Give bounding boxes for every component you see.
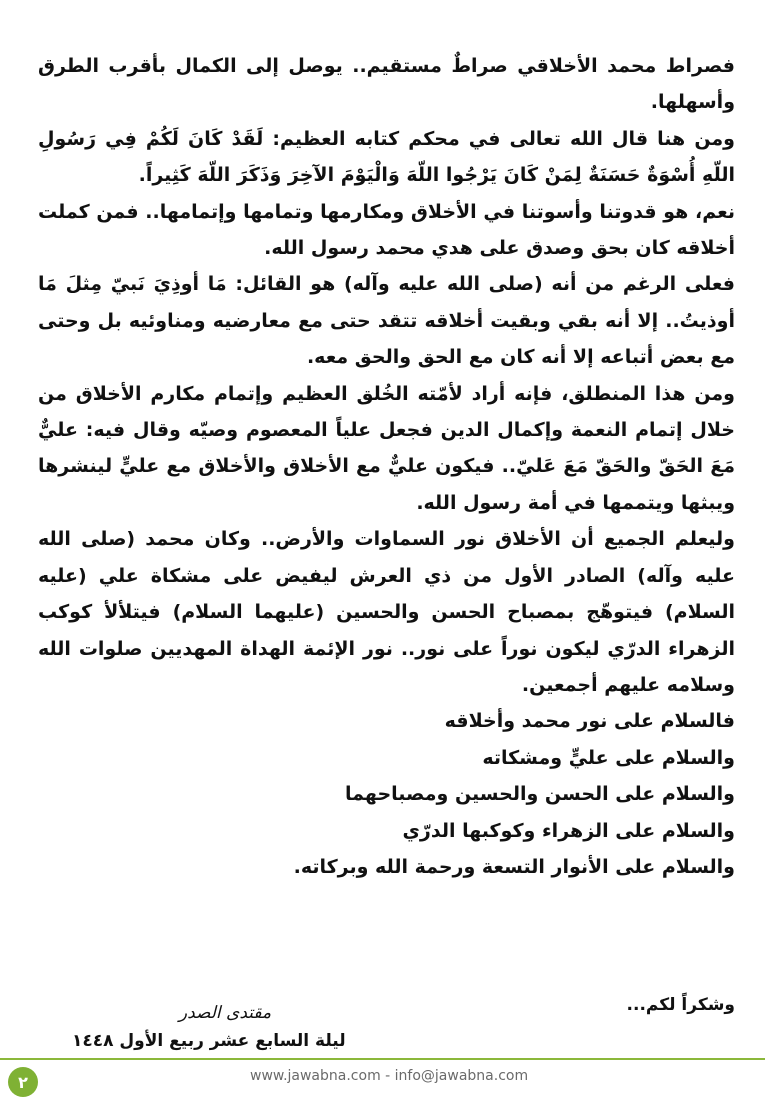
paragraph: وليعلم الجميع أن الأخلاق نور السماوات والأرض.. وكان محمد (صلى الله عليه وآله) الصادر الأول من ذي العرش ليفيض على مشكاة علي (عليه السلام) فيتوهّج بمصباح الحسن والحسين (عليهما السلام) فيتلألأ كوكب الزهراء الدرّي ليكون نوراً على نور.. نور الإئمة الهداة المهديين صلوات الله وسلامه عليهم أجمعين.	[38, 528, 735, 696]
salutation-line: والسلام على الأنوار التسعة ورحمة الله وبركاته.	[293, 855, 735, 878]
paragraph: ومن هذا المنطلق، فإنه أراد لأمّته الخُلق العظيم وإتمام مكارم الأخلاق من خلال إتمام النعمة وإكمال الدين فجعل علياً المعصوم وصيّه وقال فيه: عليٌّ مَعَ الحَقّ والحَقّ مَعَ عَليّ.. فيكون عليٌّ مع الأخلاق والأخلاق مع عليٍّ لينشرها ويبثها ويتممها في أمة رسول الله.	[38, 382, 735, 514]
salutation-line: والسلام على الزهراء وكوكبها الدرّي	[402, 819, 735, 842]
paragraph: فعلى الرغم من أنه (صلى الله عليه وآله) هو القائل: مَا أوذِيَ نَبيّ مِثلَ مَا أوذيتُ.. إلا أنه بقي وبقيت أخلاقه تتقد حتى مع معارضيه ومناوئيه بل وحتى مع بعض أتباعه إلا أنه كان مع الحق والحق معه.	[38, 273, 735, 369]
salutation-line: فالسلام على نور محمد وأخلاقه	[444, 710, 735, 733]
page-number-badge: ٢	[8, 1067, 38, 1097]
salutation-line: والسلام على عليٍّ ومشكاته	[482, 746, 735, 769]
document-body	[38, 48, 735, 885]
paragraph: نعم، هو قدوتنا وأسوتنا في الأخلاق ومكارمها وتمامها وإتمامها.. فمن كملت أخلاقه كان بحق وصدق على هدي محمد رسول الله.	[38, 200, 735, 260]
footer-contact[interactable]: www.jawabna.com - info@jawabna.com	[250, 1068, 529, 1084]
date-line: ليلة السابع عشر ربيع الأول ١٤٤٨	[72, 1031, 346, 1051]
thanks-text: وشكراً لكم...	[626, 995, 735, 1015]
signature: مقتدى الصدر	[178, 1003, 272, 1023]
footer-divider	[0, 1058, 765, 1060]
salutation-line: والسلام على الحسن والحسين ومصباحهما	[345, 783, 735, 806]
paragraph: ومن هنا قال الله تعالى في محكم كتابه العظيم: لَقَدْ كَانَ لَكُمْ فِي رَسُولِ اللّهِ أُسْوَةٌ حَسَنَةٌ لِمَنْ كَانَ يَرْجُوا اللّهَ وَالْيَوْمَ الآخِرَ وَذَكَرَ اللّهَ كَثِيراً.	[38, 127, 735, 187]
paragraph: فصراط محمد الأخلاقي صراطٌ مستقيم.. يوصل إلى الكمال بأقرب الطرق وأسهلها.	[38, 55, 735, 114]
